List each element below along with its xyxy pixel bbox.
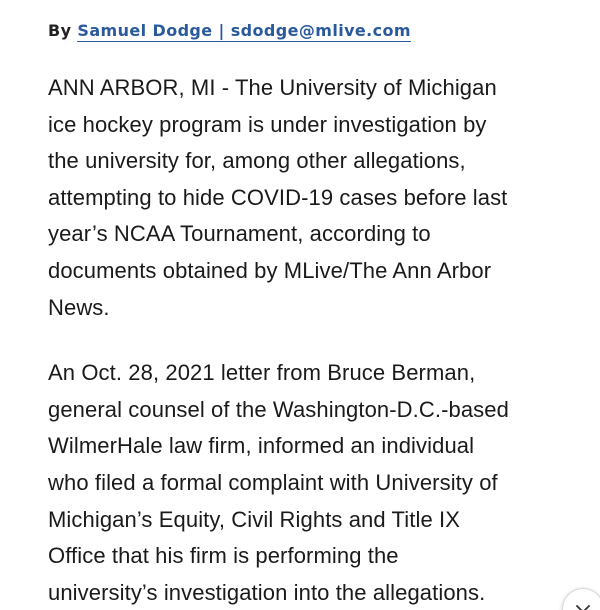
paragraph-line: WilmerHale law firm, informed an individual	[48, 433, 475, 459]
paragraph-line: attempting to hide COVID-19 cases before last	[48, 184, 508, 210]
paragraph-line: university’s investigation into the allegations.	[48, 579, 486, 605]
article-paragraph	[48, 355, 558, 610]
paragraph-line: News.	[48, 294, 110, 320]
byline	[48, 21, 411, 40]
byline-prefix: By	[48, 21, 72, 40]
paragraph-line: who filed a formal complaint with University of	[48, 469, 498, 495]
article-paragraph	[48, 70, 558, 326]
paragraph-line: year’s NCAA Tournament, according to	[48, 221, 431, 247]
author-link[interactable]: Samuel Dodge | sdodge@mlive.com	[77, 21, 412, 40]
paragraph-line: the university for, among other allegations,	[48, 148, 466, 174]
paragraph-line: An Oct. 28, 2021 letter from Bruce Berman,	[48, 360, 476, 386]
paragraph-line: documents obtained by MLive/The Ann Arbor	[48, 257, 492, 283]
paragraph-line: ANN ARBOR, MI - The University of Michigan	[48, 75, 497, 100]
paragraph-line: general counsel of the Washington-D.C.-based	[48, 396, 509, 422]
paragraph-line: Office that his firm is performing the	[48, 543, 399, 569]
paragraph-line: Michigan’s Equity, Civil Rights and Title IX	[48, 506, 460, 532]
article-body	[48, 70, 558, 610]
paragraph-line: ice hockey program is under investigation by	[48, 111, 487, 137]
scroll-down-button[interactable]	[562, 588, 600, 610]
chevron-down-icon	[575, 601, 591, 610]
